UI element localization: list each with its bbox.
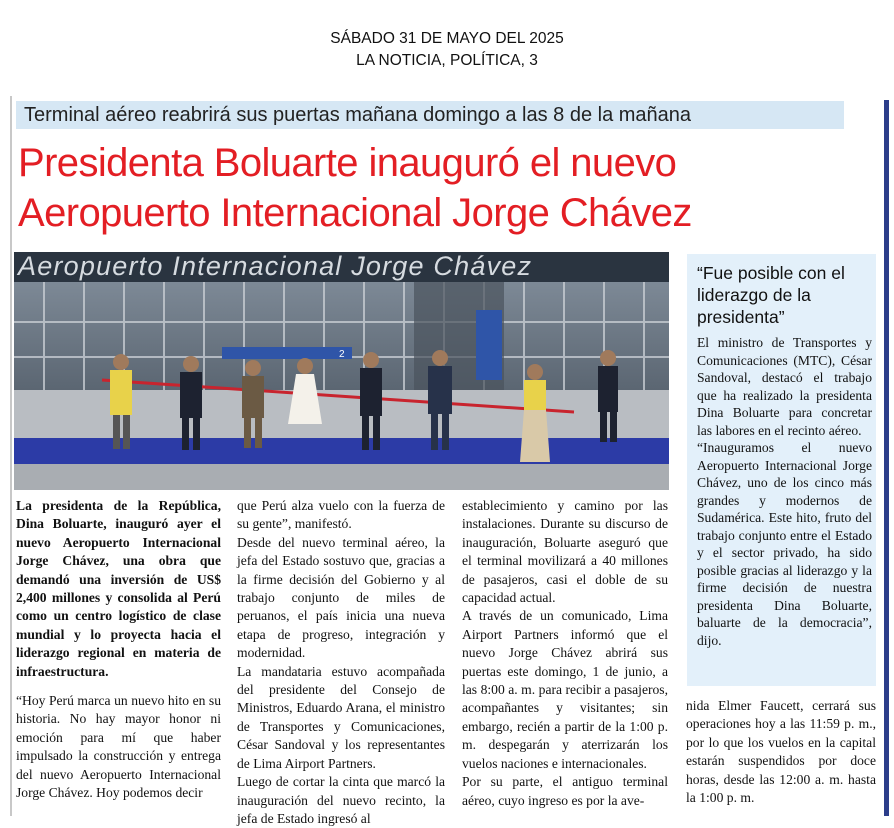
- info-totem: [476, 310, 502, 380]
- article-paragraph: que Perú alza vuelo con la fuerza de su gente”, manifestó.: [237, 498, 445, 532]
- headline-line-1: Presidenta Boluarte inauguró el nuevo: [18, 141, 677, 185]
- page-section: LA NOTICIA, POLÍTICA, 3: [356, 52, 538, 69]
- ribbon-cutting-photo: [14, 252, 669, 490]
- article-paragraph: La mandataria estuvo acompañada del presidente del Consejo de Ministros, Eduardo Arana, el ministro de Transportes y Comunicaciones, César Sandoval y los representantes de Lima Airport Partners.: [237, 663, 445, 771]
- article-kicker: Terminal aéreo reabrirá sus puertas mañana domingo a las 8 de la mañana: [16, 101, 844, 129]
- sidebar-body: [697, 334, 872, 649]
- article-column-3: [462, 497, 668, 810]
- article-column-1: [16, 497, 221, 803]
- sidebar-title: “Fue posible con el liderazgo de la presidenta”: [697, 263, 845, 327]
- article-headline: [18, 138, 884, 238]
- article-paragraph: Desde del nuevo terminal aéreo, la jefa del Estado sostuvo que, gracias a la firme decisión del Gobierno y al trabajo conjunto de miles de peruanos, el país inicia una nueva etapa de progreso, integración y modernidad.: [237, 534, 445, 661]
- article-paragraph: Por su parte, el antiguo terminal aéreo, cuyo ingreso es por la ave-: [462, 774, 668, 808]
- article-lede: La presidenta de la República, Dina Boluarte, inauguró ayer el nuevo Aeropuerto Internacional Jorge Chávez, una obra que demandó una inversión de US$ 2,400 millones y consolida al Perú como un centro logístico de clase mundial y lo proyecta hacia el liderazgo regional en materia de infraestructura.: [16, 498, 221, 679]
- column-rule-left: [10, 96, 12, 816]
- article-column-4: [686, 697, 876, 807]
- article-paragraph: establecimiento y camino por las instalaciones. Durante su discurso de inauguración, Boluarte aseguró que el terminal movilizará a 40 millones de pasajeros, casi el doble de su capacidad actual.: [462, 498, 668, 606]
- sidebar-paragraph: El ministro de Transportes y Comunicaciones (MTC), César Sandoval, destacó el trabajo que ha realizado la presidenta Dina Boluarte para concretar las labores en el recinto aéreo.: [697, 335, 872, 438]
- article-photo: [14, 252, 669, 490]
- gate-sign: [222, 347, 352, 359]
- headline-line-2: Aeropuerto Internacional Jorge Chávez: [18, 191, 692, 235]
- article-paragraph: nida Elmer Faucett, cerrará sus operaciones hoy a las 11:59 p. m., por lo que los vuelos en la capital estarán suspendidos por doce horas, desde las 12:00 a. m. hasta la 1:00 p. m.: [686, 698, 876, 806]
- article-paragraph: Luego de cortar la cinta que marcó la inauguración del nuevo recinto, la jefa de Estado ingresó al: [237, 774, 445, 826]
- article-paragraph: A través de un comunicado, Lima Airport Partners informó que el nuevo Jorge Chávez abrirá sus puertas este domingo, 1 de junio, a las 8:00 a. m. para recibir a pasajeros, acompañantes y visitantes; sin embargo, recién a partir de la 1:00 p. m. despegarán y aterrizarán los vuelos naciones e internacionales.: [462, 608, 668, 771]
- article-paragraph: “Hoy Perú marca un nuevo hito en su historia. No hay mayor honor ni emoción para mí que haber impulsado la construcción y entrega del nuevo Aeropuerto Internacional Jorge Chávez. Hoy podemos decir: [16, 693, 221, 801]
- sidebar-quote: “Inauguramos el nuevo Aeropuerto Internacional Jorge Chávez, uno de los cinco más grandes y modernos de Sudamérica. Este hito, fruto del trabajo conjunto entre el Estado y el sector privado, ha sido posible gracias al liderazgo y la firme decisión de nuestra presidenta Dina Boluarte, baluarte de la democracia”, dijo.: [697, 440, 872, 648]
- page-edge-rule: [884, 100, 889, 816]
- article-column-2: [237, 497, 445, 828]
- blue-carpet: [14, 438, 669, 464]
- terminal-sign-text: Aeropuerto Internacional Jorge Chávez: [18, 252, 533, 281]
- page-date: SÁBADO 31 DE MAYO DEL 2025: [330, 30, 564, 47]
- gate-number: 2: [339, 349, 345, 360]
